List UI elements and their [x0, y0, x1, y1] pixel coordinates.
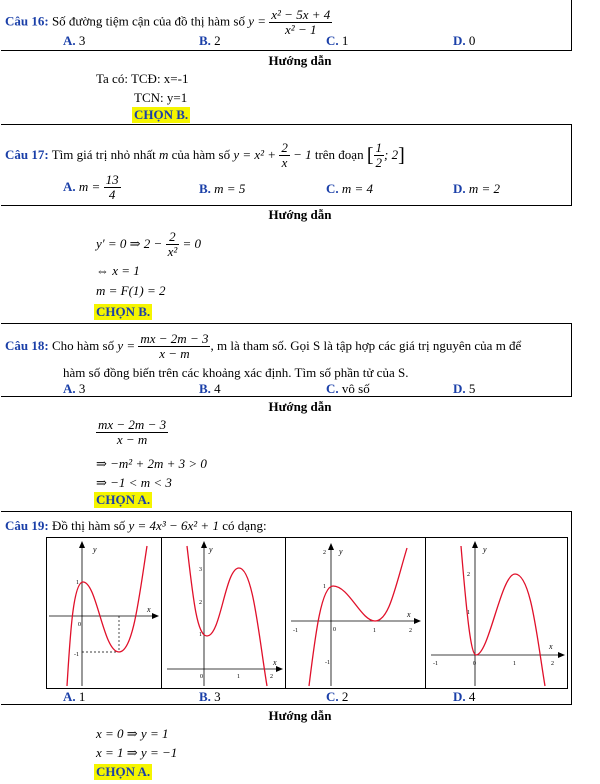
q19-graph-b[interactable]	[163, 538, 286, 688]
q17-text-pre: Tìm giá trị nhỏ nhất	[51, 146, 156, 162]
q17-text-on: trên đoạn	[314, 146, 364, 162]
q17-label: Câu 17:	[5, 146, 49, 162]
q16-stem	[5, 8, 332, 38]
q16-text: Số đường tiệm cận của đồ thị hàm số	[51, 13, 245, 29]
q18-guide-heading: Hướng dẫn	[268, 399, 332, 414]
q19-graph-b-tick-1: 1	[237, 674, 240, 680]
q19-graph-c-label-1: 1	[323, 584, 326, 590]
q18-text-a: Cho hàm số	[51, 337, 115, 353]
q16-answer: CHỌN B.	[134, 107, 189, 122]
q16-fraction	[269, 8, 332, 38]
q16-func-num: x² − 5x + 4	[271, 7, 331, 22]
q19-stem	[5, 518, 267, 534]
q17-text-mid: của hàm số	[171, 146, 231, 162]
question-16-box	[1, 0, 572, 51]
q19-graph-b-label-1: 1	[199, 632, 202, 638]
q18-text-b: , m là tham số. Gọi S là tập hợp các giá trị nguyên của m để	[210, 337, 522, 353]
q18-solution-3: ⇒ −1 < m < 3	[96, 475, 172, 490]
q16-solution-2: TCN: y=1	[134, 90, 188, 105]
q19-answer: CHỌN A.	[96, 764, 151, 779]
q17-solution-1: y′ = 0 ⇒ 2 − $\frac{2}{\text{x²}}$ = 0	[96, 229, 202, 260]
q16-option-c[interactable]: C. 1	[326, 33, 349, 48]
q19-graph-d-y-label: y	[483, 545, 487, 554]
q18-solution-2: ⇒ −m² + 2m + 3 > 0	[96, 456, 207, 471]
q17-answer: CHỌN B.	[96, 304, 151, 319]
q16-option-d[interactable]: D. 0	[453, 33, 476, 48]
q19-graph-c-label-neg1: -1	[325, 660, 330, 666]
q16-option-b[interactable]: B. 2	[199, 33, 221, 48]
q17-stem: Câu 17: Tìm giá trị nhỏ nhất m của hàm số y = x² + $\frac{2}{x}$ − 1 trên đoạn [ $\frac{1}{2}$ ; 2]	[5, 140, 405, 171]
q17-m: m	[158, 146, 169, 162]
q18-label: Câu 18:	[5, 337, 49, 353]
q19-graph-c-x-label: x	[407, 610, 411, 619]
q19-graph-b-y-label: y	[209, 545, 213, 554]
q18-option-c[interactable]: C. vô số	[326, 381, 370, 396]
q19-graph-b-x-label: x	[273, 658, 277, 667]
question-18-box	[1, 323, 572, 397]
q19-graph-d[interactable]	[427, 538, 567, 688]
q17-option-d[interactable]: D. m = 2	[453, 181, 501, 196]
q19-graph-d-x-label: x	[549, 642, 553, 651]
q16-func-lhs: y =	[248, 13, 267, 29]
q17-option-b[interactable]: B. m = 5	[199, 181, 246, 196]
q17-solution-3: m = F(1) = 2	[96, 283, 166, 298]
q18-option-a[interactable]: A. 3	[63, 381, 86, 396]
q16-func-den: x² − 1	[285, 22, 317, 38]
q17-interval-frac: $\frac{1}{2}$	[375, 140, 382, 171]
q19-graph-c-y-label: y	[339, 547, 343, 556]
q19-graph-c[interactable]	[287, 538, 426, 688]
q19-graph-c-label-0: 0	[333, 627, 336, 633]
q17-interval-tail: ; 2	[384, 146, 399, 162]
q16-solution-1: Ta có: TCĐ: x=-1	[96, 71, 189, 86]
q19-graph-a-label-1: 1	[76, 580, 79, 586]
q16-label: Câu 16:	[5, 13, 49, 29]
q19-func: y = 4x³ − 6x² + 1	[128, 518, 219, 533]
q19-graph-b-label-2: 2	[199, 600, 202, 606]
q17-option-c[interactable]: C. m = 4	[326, 181, 374, 196]
q19-option-d[interactable]: D. 4	[453, 689, 476, 704]
q19-solution-2: x = 1 ⇒ y = −1	[96, 745, 178, 760]
q19-graph-b-label-0: 0	[200, 674, 203, 680]
q19-graph-d-tick-1: 1	[513, 661, 516, 667]
q19-graph-a-x-label: x	[147, 605, 151, 614]
q19-graph-a[interactable]	[47, 538, 162, 688]
q19-graph-d-tick-2: 2	[551, 661, 554, 667]
q19-solution-1: x = 0 ⇒ y = 1	[96, 726, 169, 741]
q17-option-a[interactable]: A. m = $\frac{13}{4}$	[63, 172, 119, 203]
q19-graph-a-label-neg1: -1	[74, 652, 79, 658]
q17-func-a: y = x² +	[233, 146, 277, 162]
q19-graph-b-label-3: 3	[199, 567, 202, 573]
q16-guide-heading: Hướng dẫn	[268, 53, 332, 68]
q18-func-frac: $\frac{mx - 2m - 3}{x - m}$	[140, 331, 209, 362]
q18-stem-line-1	[5, 332, 521, 362]
q16-option-a[interactable]: A. 3	[63, 33, 86, 48]
q19-guide-heading: Hướng dẫn	[268, 708, 332, 723]
q18-stem-line-2: hàm số đồng biến trên các khoảng xác định. Tìm số phần tử của S.	[63, 365, 409, 380]
q18-answer: CHỌN A.	[96, 492, 151, 507]
q19-graph-a-y-label: y	[93, 545, 97, 554]
q19-graph-d-label-0: 0	[473, 661, 476, 667]
q17-func-b: − 1	[293, 146, 312, 162]
q19-text: Đồ thị hàm số	[51, 518, 126, 533]
q19-graph-d-label-1: 1	[467, 610, 470, 616]
q17-solution-2: ⇔ x = 1	[96, 263, 140, 278]
q18-option-b[interactable]: B. 4	[199, 381, 221, 396]
q17-func-frac: $\frac{2}{x}$	[281, 140, 288, 171]
q19-option-c[interactable]: C. 2	[326, 689, 349, 704]
q19-graph-d-label-2: 2	[467, 572, 470, 578]
q19-graph-b-tick-2: 2	[270, 674, 273, 680]
q19-label: Câu 19:	[5, 518, 49, 533]
q19-graph-c-tick-2: 2	[409, 628, 412, 634]
q19-option-a[interactable]: A. 1	[63, 689, 86, 704]
q19-text-b: có dạng:	[222, 518, 267, 533]
q18-func-lhs: y =	[117, 337, 136, 353]
q19-graph-c-tick-1: 1	[373, 628, 376, 634]
q19-graph-a-label-0: 0	[78, 622, 81, 628]
q19-option-b[interactable]: B. 3	[199, 689, 221, 704]
question-17-box	[1, 124, 572, 206]
q19-graph-c-label-2: 2	[323, 550, 326, 556]
q18-solution-1: $\frac{mx - 2m - 3}{x - m}$	[98, 417, 167, 448]
q19-graphs-container	[46, 537, 568, 689]
q19-graph-c-tick-neg1: -1	[293, 628, 298, 634]
q19-graph-d-tick-neg1: -1	[433, 661, 438, 667]
q18-option-d[interactable]: D. 5	[453, 381, 476, 396]
q17-guide-heading: Hướng dẫn	[268, 207, 332, 222]
